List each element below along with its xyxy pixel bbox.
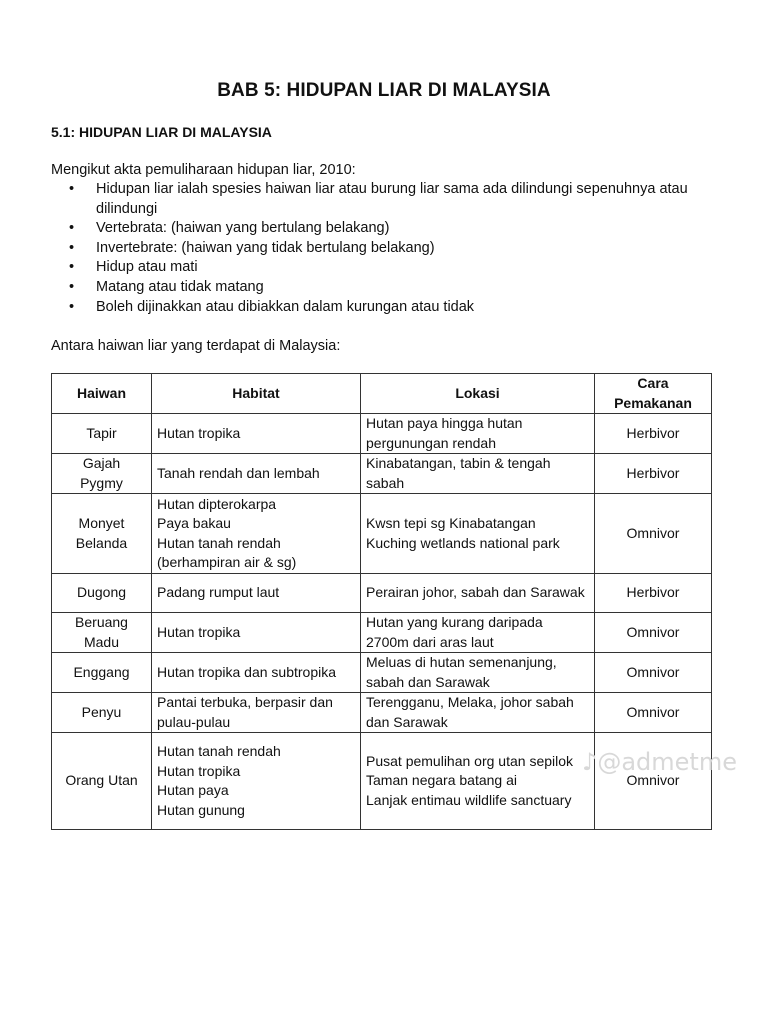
cell-line: Hutan tropika	[157, 424, 241, 441]
cell-line: Hutan paya	[157, 782, 229, 798]
watermark	[582, 748, 737, 776]
cell-line: Gajah	[82, 455, 121, 471]
cell-line: Padang rumput laut	[157, 584, 280, 601]
page-title: BAB 5: HIDUPAN LIAR DI MALAYSIA	[217, 80, 551, 101]
cell-line: Enggang	[73, 663, 130, 680]
list-item: • Vertebrata: (haiwan yang bertulang belakang)	[51, 219, 711, 239]
table-intro: Antara haiwan liar yang terdapat di Malaysia:	[51, 338, 341, 354]
section-heading: 5.1: HIDUPAN LIAR DI MALAYSIA	[51, 124, 272, 140]
cell-habitat	[152, 653, 361, 693]
cell-haiwan	[52, 693, 152, 733]
cell-line: Hutan tanah rendah	[157, 534, 281, 551]
table-header-row	[52, 374, 712, 414]
cell-line: Hutan yang kurang daripada 2700m dari aras laut	[366, 614, 543, 650]
cell-habitat	[152, 454, 361, 494]
cell-line: Penyu	[81, 703, 122, 720]
cell-line: Hutan dipterokarpa	[157, 495, 277, 512]
cell-cara-pemakanan: Omnivor	[595, 613, 712, 653]
table-row	[52, 693, 712, 733]
intro-text: Mengikut akta pemuliharaan hidupan liar, 2010:	[51, 162, 356, 178]
cell-cara-pemakanan: Herbivor	[595, 574, 712, 613]
cell-haiwan	[52, 613, 152, 653]
list-item: • Hidupan liar ialah spesies haiwan liar atau burung liar sama ada dilindungi sepenuhnya atau dilindungi	[51, 180, 711, 219]
cell-habitat	[152, 693, 361, 733]
cell-lokasi	[361, 613, 595, 653]
cell-habitat	[152, 613, 361, 653]
cell-line: Pusat pemulihan org utan sepilok	[366, 752, 574, 769]
cell-line: Pantai terbuka, berpasir dan pulau-pulau	[157, 694, 333, 730]
table-row	[52, 494, 712, 574]
cell-line: Terengganu, Melaka, johor sabah dan Sarawak	[366, 694, 574, 730]
cell-lokasi	[361, 454, 595, 494]
column-header-haiwan: Haiwan	[52, 374, 152, 414]
cell-line: Taman negara batang ai	[366, 772, 517, 789]
cell-line: Kwsn tepi sg Kinabatangan	[366, 515, 536, 531]
cell-line: Hutan tropika dan subtropika	[157, 663, 336, 680]
table-row	[52, 414, 712, 454]
cell-line: Hutan gunung	[157, 801, 245, 818]
cell-line: Dugong	[76, 584, 127, 601]
cell-line: Meluas di hutan semenanjung, sabah dan Sarawak	[366, 654, 557, 690]
column-header-habitat: Habitat	[152, 374, 361, 414]
cell-line: Orang Utan	[65, 772, 138, 789]
cell-line: Hutan paya hingga hutan pergunungan rendah	[366, 415, 523, 451]
cell-cara-pemakanan: Omnivor	[595, 494, 712, 574]
cell-haiwan	[52, 494, 152, 574]
cell-line: Perairan johor, sabah dan Sarawak	[366, 584, 585, 601]
table-row	[52, 574, 712, 613]
cell-line: (berhampiran air & sg)	[157, 554, 297, 570]
cell-line: Tanah rendah dan lembah	[157, 464, 320, 481]
cell-lokasi	[361, 574, 595, 613]
cell-cara-pemakanan: Omnivor	[595, 653, 712, 693]
cell-line: Kinabatangan, tabin & tengah sabah	[366, 455, 551, 491]
cell-habitat	[152, 494, 361, 574]
cell-line: Beruang	[75, 614, 128, 630]
cell-haiwan	[52, 733, 152, 830]
list-item: • Matang atau tidak matang	[51, 278, 711, 298]
cell-lokasi	[361, 733, 598, 830]
list-item: • Boleh dijinakkan atau dibiakkan dalam kurungan atau tidak	[51, 298, 711, 318]
cell-line: Belanda	[75, 534, 128, 551]
table-row	[52, 454, 712, 494]
cell-cara-pemakanan: Herbivor	[595, 454, 712, 494]
cell-haiwan	[52, 414, 152, 454]
cell-line: Hutan tanah rendah	[157, 743, 281, 759]
cell-line: Tapir	[86, 424, 117, 441]
cell-habitat	[152, 733, 361, 830]
cell-habitat	[152, 574, 361, 613]
cell-lokasi	[361, 414, 595, 454]
cell-lokasi	[361, 693, 595, 733]
cell-lokasi	[361, 653, 595, 693]
table-row	[52, 613, 712, 653]
cell-line: Hutan tropika	[157, 762, 241, 779]
watermark-handle: @admetme	[597, 748, 737, 776]
list-item: • Hidup atau mati	[51, 258, 711, 278]
cell-habitat	[152, 414, 361, 454]
cell-line: Madu	[83, 633, 120, 650]
cell-haiwan	[52, 574, 152, 613]
cell-cara-pemakanan: Omnivor	[595, 693, 712, 733]
tiktok-logo-icon: ♪	[582, 748, 598, 776]
list-item: • Invertebrate: (haiwan yang tidak bertulang belakang)	[51, 239, 711, 259]
cell-haiwan	[52, 653, 152, 693]
cell-line: Paya bakau	[157, 515, 231, 531]
cell-line: Monyet	[78, 515, 125, 531]
cell-cara-pemakanan: Omnivor	[595, 733, 712, 830]
table-row	[52, 653, 712, 693]
cell-line: Hutan tropika	[157, 623, 241, 640]
column-header-lokasi: Lokasi	[361, 374, 595, 414]
cell-lokasi	[361, 494, 595, 574]
cell-line: Kuching wetlands national park	[366, 534, 560, 551]
cell-line: Pygmy	[80, 474, 123, 491]
cell-line: Lanjak entimau wildlife sanctuary	[366, 791, 572, 808]
cell-haiwan	[52, 454, 152, 494]
column-header-cara-pemakanan: Cara Pemakanan	[595, 374, 712, 414]
definition-list	[51, 180, 711, 317]
cell-cara-pemakanan: Herbivor	[595, 414, 712, 454]
